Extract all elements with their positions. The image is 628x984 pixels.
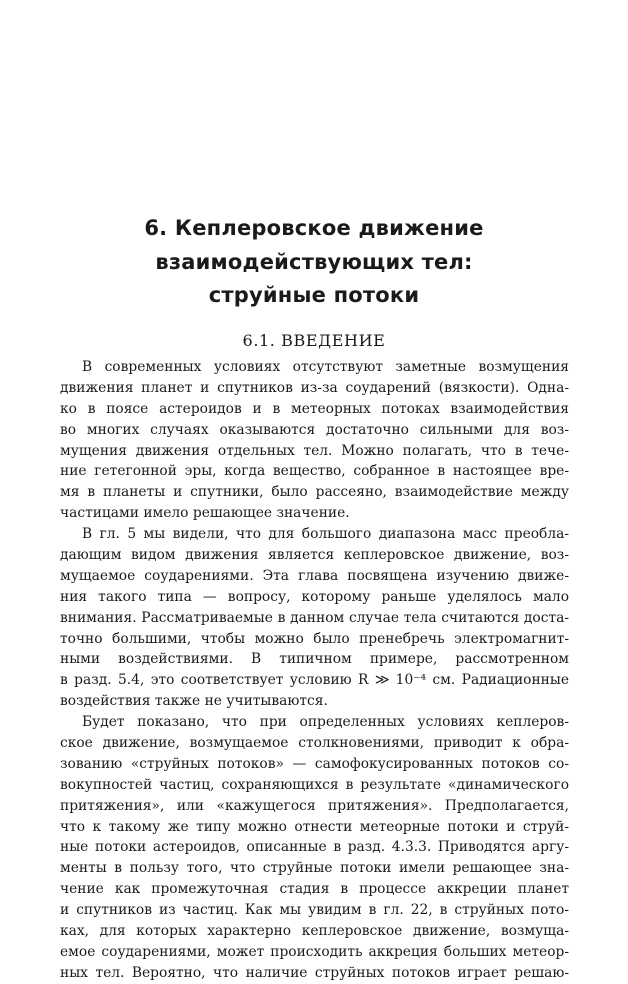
paragraph-1 bbox=[60, 357, 569, 524]
text-line: ные потоки астероидов, описанные в разд. 4.3.3. Приводятся аргу- bbox=[60, 839, 569, 856]
text-line: точно большими, чтобы можно было пренебречь электромагнит- bbox=[60, 630, 569, 647]
text-line: Будет показано, что при определенных условиях кеплеров- bbox=[82, 714, 569, 731]
text-line: ния такого типа — вопросу, которому раньше уделялось мало bbox=[60, 588, 569, 605]
chapter-title-line: 6. Кеплеровское движение bbox=[144, 216, 484, 240]
text-line: ское движение, возмущаемое столкновениями, приводит к обра- bbox=[60, 735, 569, 752]
text-line: мя в планеты и спутники, было рассеяно, взаимодействие между bbox=[60, 484, 569, 501]
text-line: во многих случаях оказываются достаточно сильными для воз- bbox=[60, 421, 569, 438]
text-line: притяжения», или «кажущегося притяжения». Предполагается, bbox=[60, 797, 569, 814]
text-line: вокупностей частиц, сохраняющихся в результате «динамического bbox=[60, 776, 569, 793]
text-line: В гл. 5 мы видели, что для большого диапазона масс преобла- bbox=[82, 526, 569, 543]
section-heading: 6.1. ВВЕДЕНИЕ bbox=[242, 331, 386, 350]
text-line: менты в пользу того, что струйные потоки имели решающее зна- bbox=[60, 860, 569, 877]
text-line: мущаемое соударениями. Эта глава посвящена изучению движе- bbox=[60, 567, 569, 584]
body-text bbox=[60, 357, 569, 984]
text-line: ко в поясе астероидов и в метеорных потоках взаимодействия bbox=[60, 400, 569, 417]
text-line: движения планет и спутников из-за соударений (вязкости). Одна- bbox=[60, 379, 569, 396]
text-line: ными воздействиями. В типичном примере, рассмотренном bbox=[60, 651, 569, 668]
text-line: дающим видом движения является кеплеровское движение, воз- bbox=[60, 547, 569, 564]
text-line: В современных условиях отсутствуют заметные возмущения bbox=[82, 359, 569, 375]
text-line: чение как промежуточная стадия в процессе аккреции планет bbox=[60, 881, 569, 898]
text-line: воздействия также не учитываются. bbox=[60, 693, 328, 710]
paragraph-3 bbox=[60, 712, 569, 984]
text-line: зованию «струйных потоков» — самофокусированных потоков со- bbox=[60, 755, 569, 772]
text-line: внимания. Рассматриваемые в данном случае тела считаются доста- bbox=[60, 609, 569, 626]
chapter-title-line: струйные потоки bbox=[208, 283, 420, 307]
text-line: емое соударениями, может происходить аккреция больших метеор- bbox=[60, 943, 569, 960]
chapter-title bbox=[60, 212, 568, 313]
text-line: и спутников из частиц. Как мы увидим в гл. 22, в струйных пото- bbox=[60, 902, 569, 919]
chapter-title-line: взаимодействующих тел: bbox=[155, 249, 473, 274]
text-line: в разд. 5.4, это соответствует условию R ≫ 10⁻⁴ см. Радиационные bbox=[60, 672, 569, 689]
text-line: ных тел. Вероятно, что наличие струйных потоков играет решаю- bbox=[60, 964, 569, 981]
text-line: что к такому же типу можно отнести метеорные потоки и струй- bbox=[60, 818, 569, 835]
paragraph-2 bbox=[60, 524, 569, 712]
text-line: мущения движения отдельных тел. Можно полагать, что в тече- bbox=[60, 442, 569, 459]
text-line: частицами имело решающее значение. bbox=[60, 505, 350, 522]
text-line: ках, для которых характерно кеплеровское движение, возмуща- bbox=[60, 923, 569, 940]
text-line: ние гетегонной эры, когда вещество, собранное в настоящее вре- bbox=[60, 463, 569, 480]
